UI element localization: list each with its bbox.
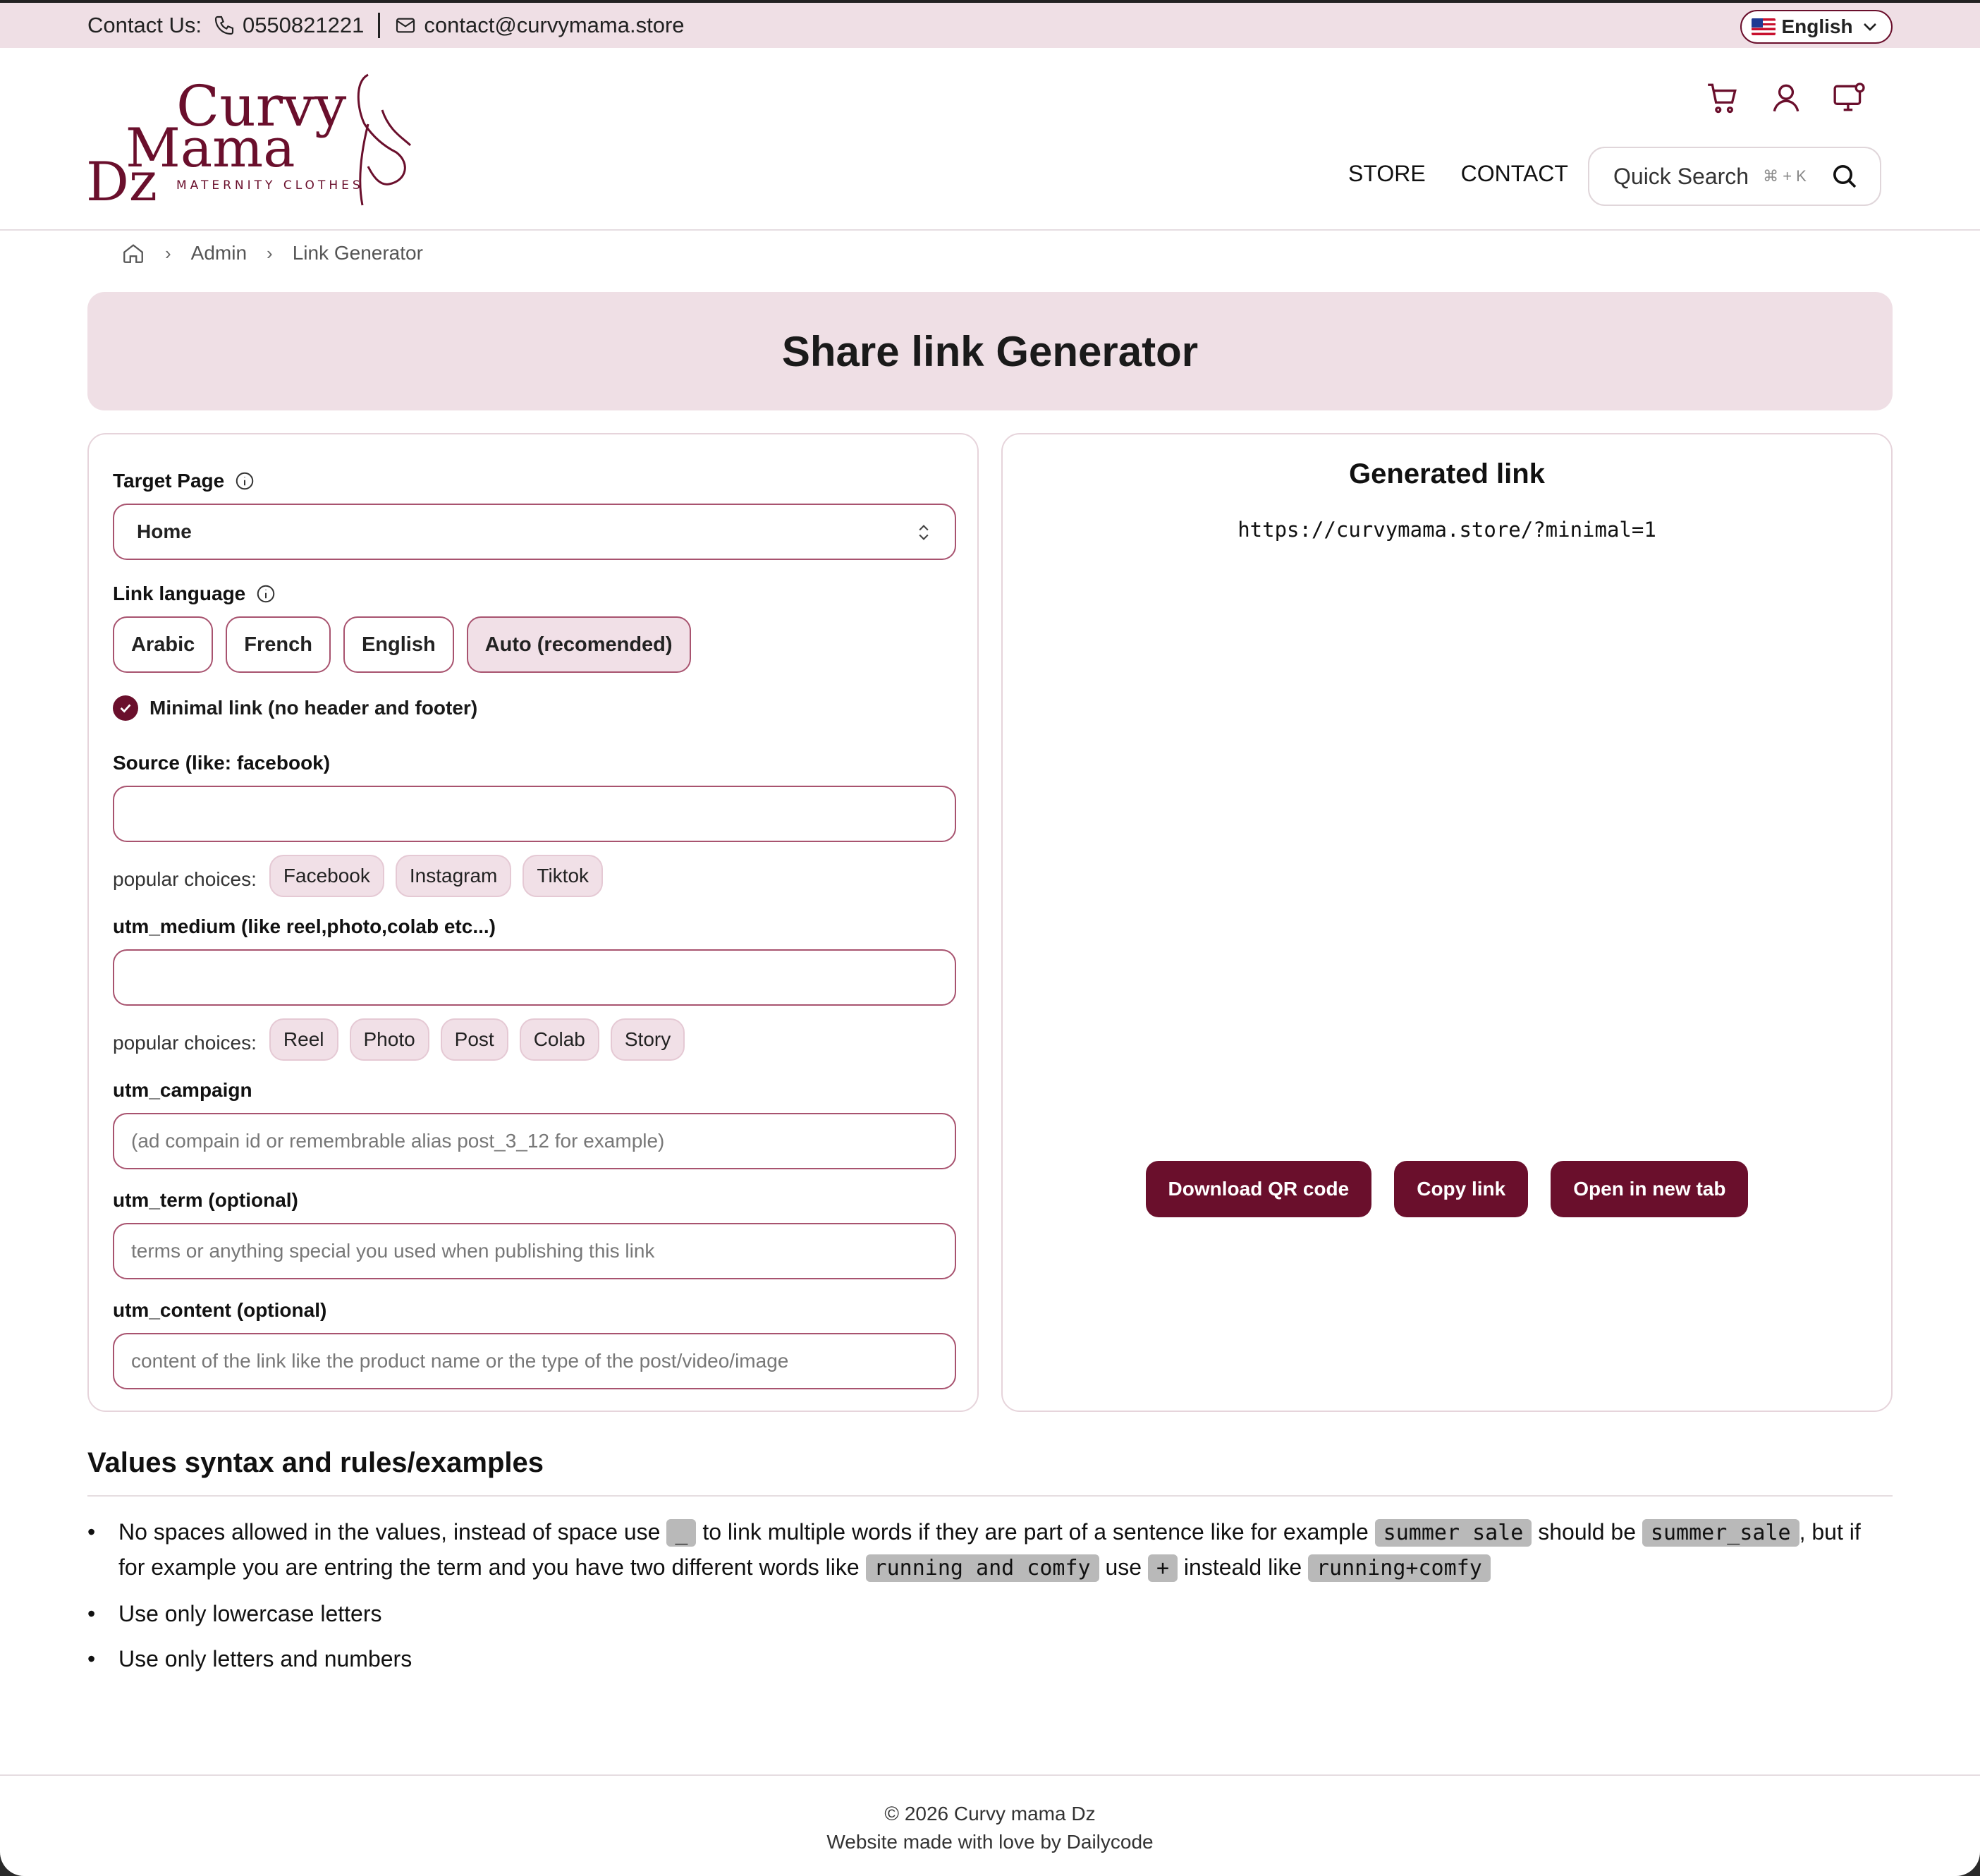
link-actions (1003, 1161, 1891, 1217)
breadcrumb-admin[interactable]: Admin (190, 242, 248, 264)
utm-term-input[interactable] (113, 1223, 956, 1279)
lang-option-arabic[interactable]: Arabic (113, 616, 213, 673)
generated-link-panel (1001, 433, 1893, 1412)
phone-icon (213, 14, 236, 37)
choice-tiktok[interactable]: Tiktok (522, 855, 603, 897)
source-label: Source (like: facebook) (113, 752, 331, 774)
rules-list (87, 1515, 1893, 1687)
logo-line2: Mama (126, 116, 295, 179)
site-header (0, 48, 1980, 231)
page-title: Share link Generator (87, 292, 1893, 410)
link-language-label (113, 583, 276, 605)
target-page-label (113, 470, 255, 492)
utm-campaign-input[interactable] (113, 1113, 956, 1169)
check-icon (118, 700, 133, 716)
choice-post[interactable]: Post (441, 1018, 508, 1061)
code-sample: summer sale (1375, 1519, 1532, 1547)
source-popular-choices (113, 855, 603, 897)
copy-link-button[interactable]: Copy link (1394, 1161, 1528, 1217)
language-selector[interactable] (1740, 10, 1893, 44)
link-language-options (113, 616, 691, 673)
download-qr-button[interactable]: Download QR code (1146, 1161, 1372, 1217)
utm-term-label: utm_term (optional) (113, 1189, 298, 1211)
search-icon[interactable] (1831, 162, 1859, 190)
chevron-updown-icon (914, 522, 934, 543)
target-page-value: Home (137, 520, 192, 542)
email-link[interactable] (394, 13, 684, 38)
email-address: contact@curvymama.store (424, 13, 685, 37)
contact-bar (0, 0, 1980, 48)
info-icon[interactable] (255, 583, 276, 604)
lang-option-auto[interactable]: Auto (recomended) (467, 616, 691, 673)
monitor-settings-icon[interactable] (1832, 80, 1867, 116)
phone-number: 0550821221 (242, 13, 365, 37)
footer-copyright: © 2026 Curvy mama Dz (884, 1803, 1096, 1825)
code-sample: running and comfy (866, 1554, 1099, 1582)
logo-line3: Dz (86, 150, 157, 209)
link-form-panel (87, 433, 979, 1412)
checkbox-checked[interactable] (113, 695, 138, 721)
popular-label: popular choices: (113, 1032, 257, 1054)
code-sample: summer_sale (1642, 1519, 1799, 1547)
choice-reel[interactable]: Reel (269, 1018, 338, 1061)
contact-label: Contact Us: (87, 13, 202, 37)
us-flag-icon (1752, 18, 1776, 35)
rule-letters-numbers: • Use only letters and numbers (87, 1642, 1893, 1676)
divider (378, 13, 380, 38)
breadcrumb-separator: › (165, 242, 171, 264)
code-sample: _ (666, 1519, 696, 1547)
info-icon[interactable] (234, 470, 255, 492)
main-nav (1348, 161, 1568, 187)
mail-icon (394, 14, 417, 37)
lang-option-french[interactable]: French (226, 616, 331, 673)
code-sample: + (1148, 1554, 1178, 1582)
site-footer (0, 1774, 1980, 1876)
breadcrumb (121, 241, 423, 265)
search-shortcut: ⌘ + K (1763, 167, 1807, 185)
popular-label: popular choices: (113, 868, 257, 890)
rules-title: Values syntax and rules/examples (87, 1447, 544, 1478)
phone-link[interactable] (213, 13, 364, 38)
divider (87, 1495, 1893, 1497)
cart-icon[interactable] (1705, 80, 1740, 116)
footer-credit: Website made with love by Dailycode (826, 1831, 1154, 1853)
choice-facebook[interactable]: Facebook (269, 855, 384, 897)
choice-instagram[interactable]: Instagram (396, 855, 512, 897)
utm-medium-input[interactable] (113, 949, 956, 1006)
rule-lowercase: • Use only lowercase letters (87, 1597, 1893, 1631)
code-sample: running+comfy (1308, 1554, 1491, 1582)
choice-photo[interactable]: Photo (350, 1018, 429, 1061)
breadcrumb-separator: › (267, 242, 273, 264)
user-icon[interactable] (1768, 80, 1804, 116)
logo-line1: Curvy (176, 73, 347, 139)
silhouette-icon (358, 75, 410, 205)
medium-popular-choices (113, 1018, 685, 1061)
choice-story[interactable]: Story (611, 1018, 685, 1061)
utm-content-label: utm_content (optional) (113, 1299, 327, 1321)
utm-medium-label: utm_medium (like reel,photo,colab etc...) (113, 915, 496, 937)
open-new-tab-button[interactable]: Open in new tab (1551, 1161, 1748, 1217)
language-label: English (1781, 16, 1853, 37)
breadcrumb-current: Link Generator (292, 242, 423, 264)
generated-link-url: https://curvymama.store/?minimal=1 (1238, 518, 1656, 542)
nav-store[interactable]: STORE (1348, 161, 1426, 186)
generated-link-title: Generated link (1349, 458, 1545, 489)
chevron-down-icon (1859, 16, 1881, 38)
source-input[interactable] (113, 786, 956, 842)
rule-no-spaces: • No spaces allowed in the values, instead of space use _ to link multiple words if they are part of a sentence like for example summer sale should be summer_sale , but if for example you are entring the term and you have two different words like running and comfy use + insteald like running+comfy (87, 1515, 1893, 1585)
link-language-label-text: Link language (113, 583, 246, 604)
target-page-label-text: Target Page (113, 470, 225, 492)
brand-logo[interactable] (86, 68, 453, 209)
utm-content-input[interactable] (113, 1333, 956, 1389)
minimal-link-toggle[interactable] (113, 695, 477, 721)
choice-colab[interactable]: Colab (520, 1018, 599, 1061)
nav-contact[interactable]: CONTACT (1460, 161, 1568, 186)
logo-tagline: MATERNITY CLOTHES (176, 178, 364, 193)
search-placeholder: Quick Search (1613, 163, 1749, 189)
header-icons (1705, 80, 1867, 116)
target-page-select[interactable] (113, 504, 956, 560)
home-icon[interactable] (121, 241, 145, 265)
minimal-link-label: Minimal link (no header and footer) (149, 697, 478, 719)
lang-option-english[interactable]: English (343, 616, 454, 673)
utm-campaign-label: utm_campaign (113, 1079, 252, 1101)
quick-search[interactable] (1588, 147, 1881, 206)
